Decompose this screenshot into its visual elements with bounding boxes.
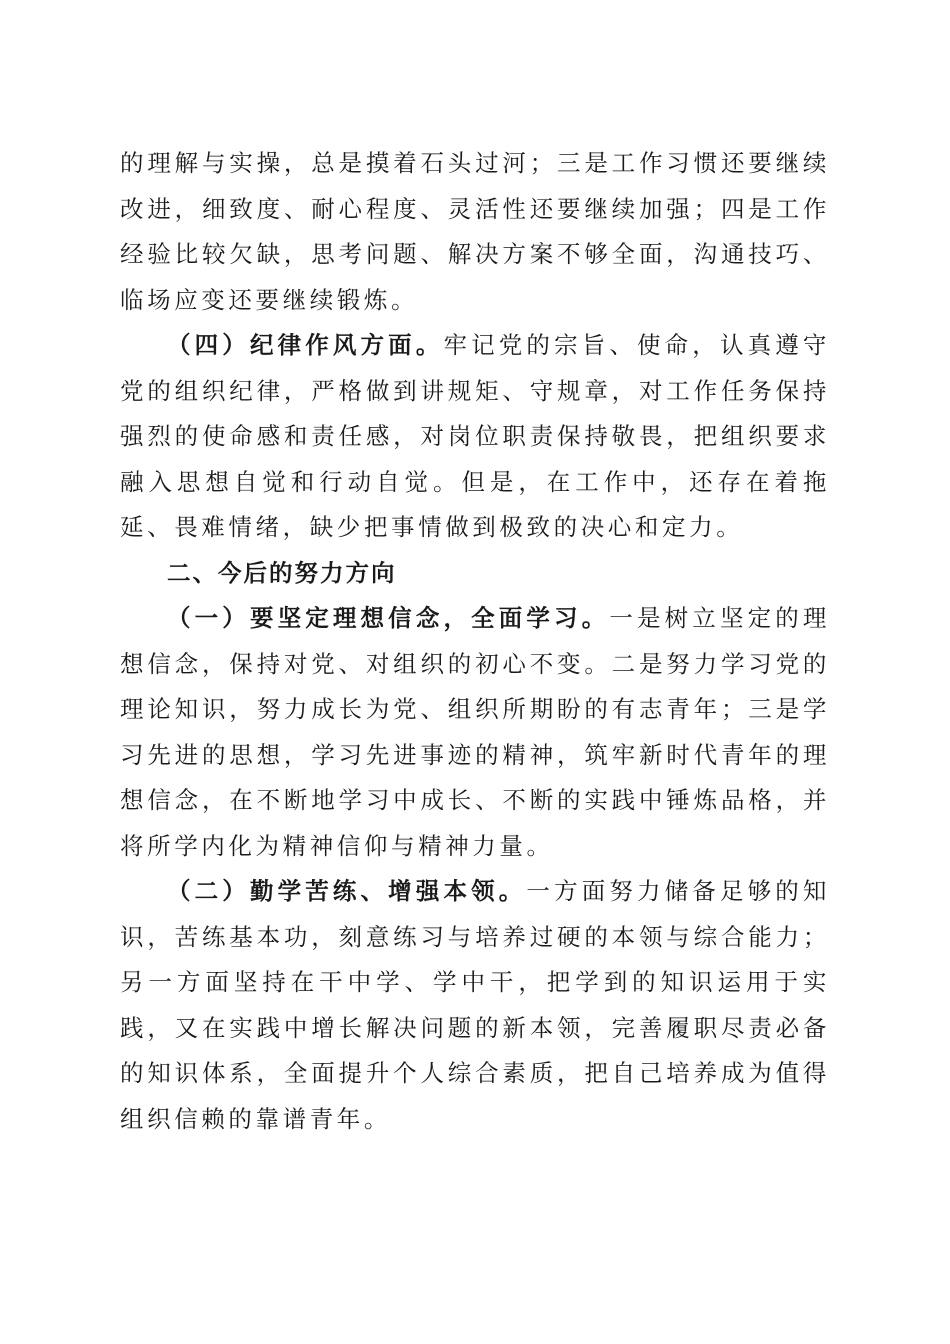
section-heading: 二、今后的努力方向 [167,558,397,587]
paragraph-text: 的理解与实操，总是摸着石头过河；三是工作习惯还要继续改进，细致度、耐心程度、灵活性还要继续加强；四是工作经验比较欠缺，思考问题、解决方案不够全面，沟通技巧、临场应变还要继续锻炼。 [120,149,830,314]
paragraph-lead: （二）勤学苦练、增强本领。 [167,877,527,905]
paragraph-text: 一方面努力储备足够的知识，苦练基本功，刻意练习与培养过硬的本领与综合能力；另一方面坚持在干中学、学中干，把学到的知识运用于实践，又在实践中增长解决问题的新本领，完善履职尽责必备的知识体系，全面提升个人综合素质，把自己培养成为值得组织信赖的靠谱青年。 [120,877,830,1133]
paragraph-lead: （一）要坚定理想信念，全面学习。 [167,604,610,632]
paragraph-text: 一是树立坚定的理想信念，保持对党、对组织的初心不变。二是努力学习党的理论知识，努力成长为党、组织所期盼的有志青年；三是学习先进的思想，学习先进事迹的精神，筑牢新时代青年的理想信念，在不断地学习中成长、不断的实践中锤炼品格，并将所学内化为精神信仰与精神力量。 [120,604,830,860]
paragraph-text: 牢记党的宗旨、使命，认真遵守党的组织纪律，严格做到讲规矩、守规章，对工作任务保持强烈的使命感和责任感，对岗位职责保持敬畏，把组织要求融入思想自觉和行动自觉。但是，在工作中，还存在着拖延、畏难情绪，缺少把事情做到极致的决心和定力。 [120,331,831,541]
paragraph-continuation [120,141,830,323]
paragraph-lead: （四）纪律作风方面。 [167,331,444,359]
document-page [120,141,830,1142]
paragraph-skills [120,869,830,1142]
paragraph-discipline [120,323,830,551]
paragraph-ideals [120,596,830,869]
